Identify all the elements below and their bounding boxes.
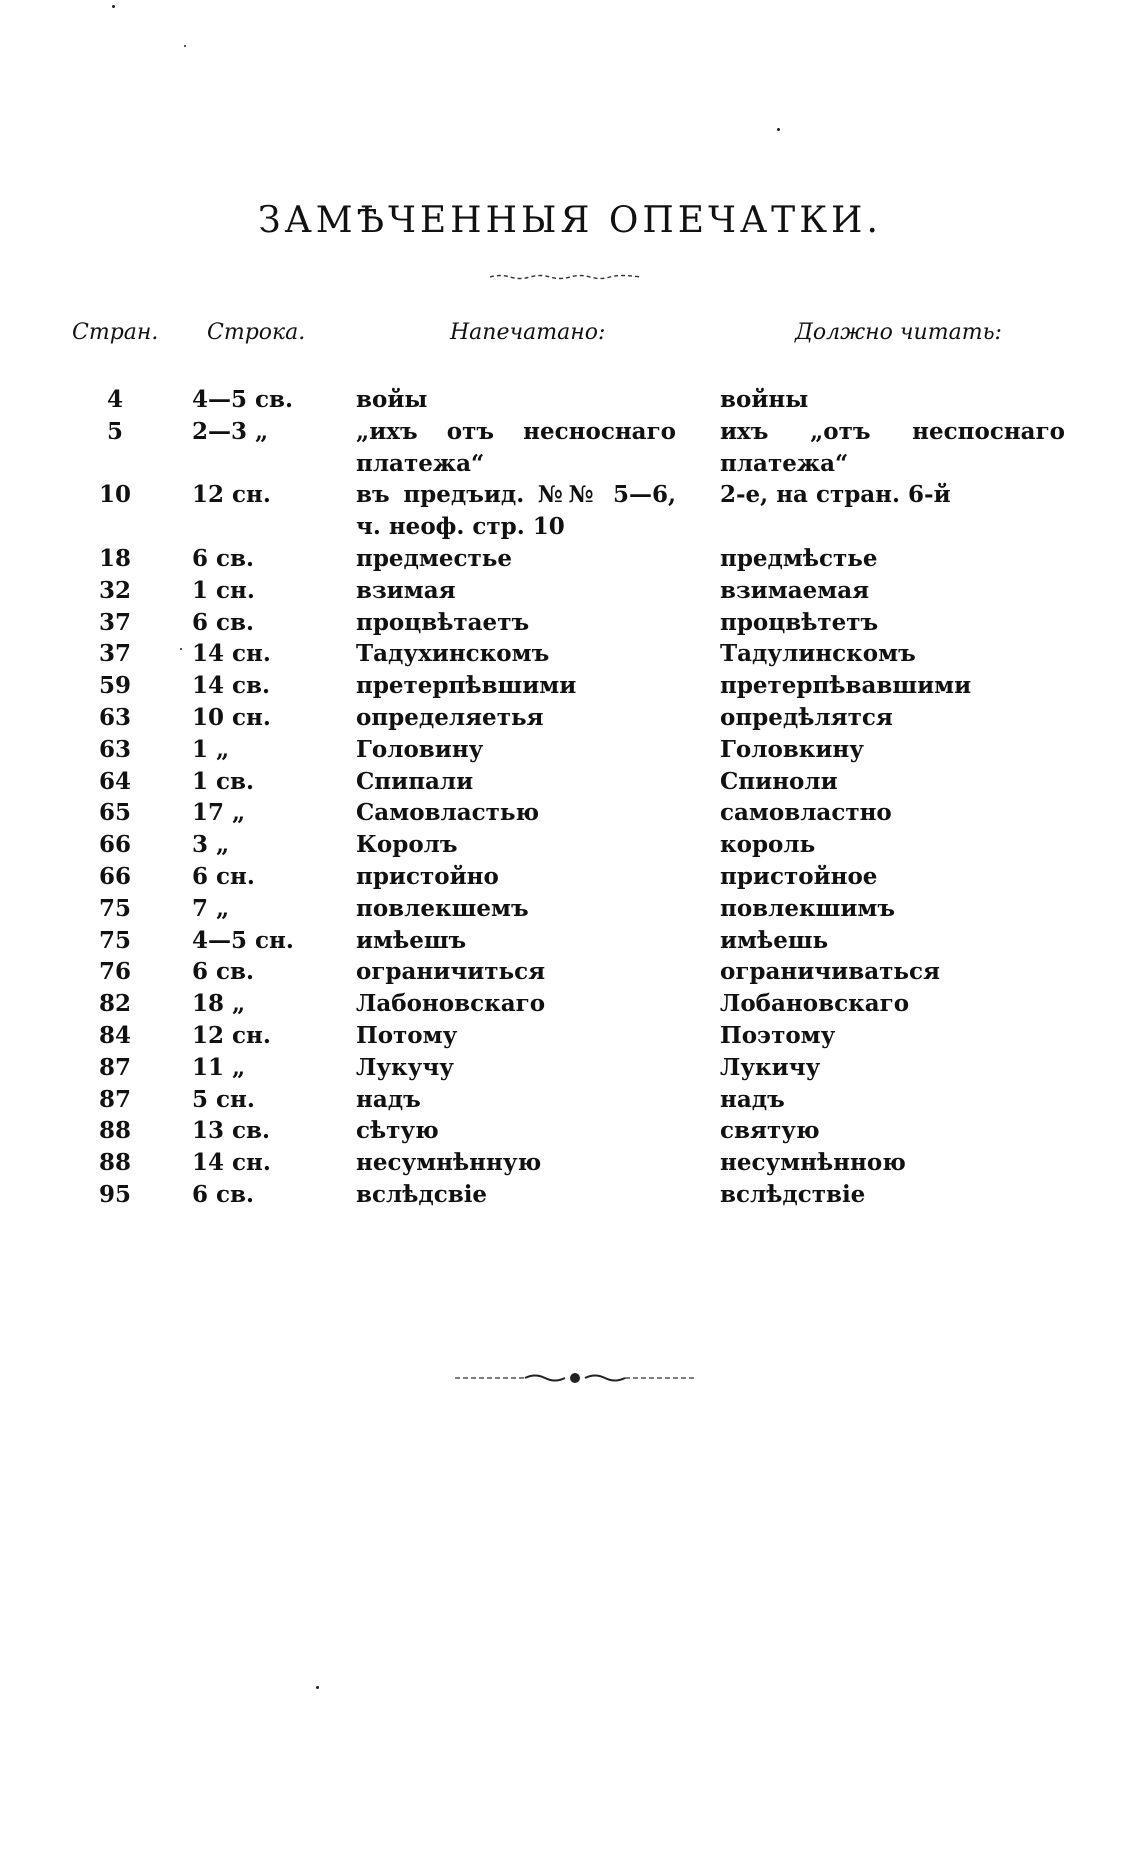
row-should-read: предмѣстье [720, 544, 878, 572]
row-should-read: Лукичу [720, 1053, 821, 1081]
row-printed: претерпѣвшими [356, 672, 577, 700]
row-line: 6 св. [192, 1180, 255, 1208]
table-header [0, 320, 1140, 354]
row-should-read: надъ [720, 1085, 785, 1113]
row-line: 11 „ [192, 1053, 246, 1081]
row-printed: пристойно [356, 862, 499, 890]
row-should-read: опредѣлятся [720, 703, 893, 731]
row-page: 37 [98, 608, 131, 636]
row-should-read: ихъ „отъ неспоснаго платежа“ [720, 417, 1065, 477]
row-printed: Тадухинскомъ [356, 640, 550, 668]
table-row [0, 607, 1140, 639]
row-line: 6 сн. [192, 862, 255, 890]
row-page: 88 [98, 1117, 131, 1145]
table-row [0, 638, 1140, 670]
row-line: 6 св. [192, 544, 255, 572]
row-page: 63 [98, 703, 131, 731]
table-row [0, 1179, 1140, 1211]
row-page: 10 [98, 481, 131, 509]
row-page: 75 [98, 894, 131, 922]
table-row [0, 1020, 1140, 1052]
table-row [0, 575, 1140, 607]
row-printed: повлекшемъ [356, 894, 529, 922]
row-line: 14 св. [192, 672, 271, 700]
table-row [0, 766, 1140, 798]
row-page: 87 [98, 1053, 131, 1081]
row-line: 3 „ [192, 831, 230, 859]
row-printed: войы [356, 386, 428, 413]
row-page: 66 [98, 862, 131, 890]
row-printed: сѣтую [356, 1117, 439, 1145]
row-printed: „ихъ отъ несноснаго платежа“ [356, 417, 676, 477]
table-row [0, 956, 1140, 988]
table-row [0, 734, 1140, 766]
row-printed: въ предъид. №№ 5—6, ч. неоф. стр. 10 [356, 481, 676, 541]
table-row [0, 893, 1140, 925]
row-page: 64 [98, 767, 131, 795]
row-should-read: самовластно [720, 799, 892, 827]
row-should-read: Головкину [720, 735, 864, 763]
row-should-read: несумнѣнною [720, 1149, 906, 1177]
row-printed: Головину [356, 735, 484, 763]
row-line: 14 сн. [192, 640, 271, 668]
ornament-divider-icon [490, 272, 640, 282]
speck-mark [184, 45, 186, 47]
table-row [0, 797, 1140, 829]
row-page: 95 [98, 1180, 131, 1208]
row-page: 76 [98, 958, 131, 986]
row-line: 12 сн. [192, 1021, 271, 1049]
row-printed: определяетья [356, 703, 544, 731]
table-row [0, 670, 1140, 702]
speck-mark [777, 128, 780, 131]
table-row [0, 416, 1140, 480]
row-printed: ограничиться [356, 958, 546, 986]
row-should-read: король [720, 831, 816, 859]
row-printed: вслѣдсвіе [356, 1180, 488, 1208]
row-printed: имѣешъ [356, 926, 467, 954]
row-printed: Потому [356, 1021, 458, 1049]
row-should-read: повлекшимъ [720, 894, 896, 922]
row-page: 37 [98, 640, 131, 668]
errata-table [0, 384, 1140, 1211]
row-printed: процвѣтаетъ [356, 608, 530, 636]
row-should-read: претерпѣвавшими [720, 672, 972, 700]
speck-mark [316, 1686, 319, 1689]
row-printed: несумнѣнную [356, 1149, 542, 1177]
row-line: 4—5 сн. [192, 926, 294, 954]
row-should-read: процвѣтетъ [720, 608, 879, 636]
row-line: 14 сн. [192, 1149, 271, 1177]
row-printed: Самовластью [356, 799, 540, 827]
row-page: 63 [98, 735, 131, 763]
row-should-read: войны [720, 386, 809, 413]
row-line: 6 св. [192, 958, 255, 986]
row-printed: Королъ [356, 831, 458, 859]
row-printed: Спипали [356, 767, 474, 795]
row-page: 88 [98, 1149, 131, 1177]
table-row [0, 702, 1140, 734]
table-row [0, 988, 1140, 1020]
row-line: 13 св. [192, 1117, 271, 1145]
row-printed: Лабоновскаго [356, 990, 546, 1018]
row-should-read: пристойное [720, 862, 878, 890]
row-page: 18 [98, 544, 131, 572]
row-page: 32 [98, 576, 131, 604]
row-line: 1 „ [192, 735, 230, 763]
table-row [0, 1052, 1140, 1084]
row-page: 87 [98, 1085, 131, 1113]
table-row [0, 1147, 1140, 1179]
row-page: 75 [98, 926, 131, 954]
row-should-read: Тадулинскомъ [720, 640, 916, 668]
row-should-read: имѣешь [720, 926, 829, 954]
row-should-read: Лобановскаго [720, 990, 910, 1018]
row-line: 4—5 св. [192, 386, 294, 413]
row-line: 10 сн. [192, 703, 271, 731]
table-row [0, 829, 1140, 861]
row-line: 6 св. [192, 608, 255, 636]
row-should-read: ограничиваться [720, 958, 940, 986]
header-page: Стран. [72, 320, 159, 345]
row-line: 2—3 „ [192, 417, 269, 445]
row-printed: Лукучу [356, 1053, 454, 1081]
table-row [0, 925, 1140, 957]
row-printed: предместье [356, 544, 512, 572]
row-line: 7 „ [192, 894, 230, 922]
header-printed: Напечатано: [450, 320, 606, 345]
row-should-read: Спиноли [720, 767, 838, 795]
row-should-read: святую [720, 1117, 820, 1145]
header-should-read: Должно читать: [795, 320, 1002, 345]
table-row [0, 384, 1140, 416]
table-row [0, 543, 1140, 575]
table-row [0, 1084, 1140, 1116]
row-should-read: Поэтому [720, 1021, 836, 1049]
row-line: 17 „ [192, 799, 246, 827]
page-title: ЗАМѢЧЕННЫЯ ОПЕЧАТКИ. [258, 200, 882, 241]
row-should-read: 2-е, на стран. 6-й [720, 481, 951, 509]
speck-mark [112, 5, 115, 8]
row-line: 12 сн. [192, 481, 271, 509]
table-row [0, 861, 1140, 893]
row-page: 84 [98, 1021, 131, 1049]
ornament-flourish-icon [455, 1370, 695, 1386]
row-page: 4 [106, 386, 123, 413]
table-row [0, 479, 1140, 543]
row-line: 18 „ [192, 990, 246, 1018]
row-printed: взимая [356, 576, 456, 604]
row-page: 65 [98, 799, 131, 827]
row-should-read: взимаемая [720, 576, 870, 604]
table-row [0, 1115, 1140, 1147]
row-line: 5 сн. [192, 1085, 255, 1113]
header-line: Строка. [207, 320, 306, 345]
row-line: 1 св. [192, 767, 255, 795]
row-page: 5 [106, 417, 123, 445]
row-page: 66 [98, 831, 131, 859]
row-printed: надъ [356, 1085, 421, 1113]
row-line: 1 сн. [192, 576, 255, 604]
row-should-read: вслѣдствіе [720, 1180, 866, 1208]
row-page: 59 [98, 672, 131, 700]
row-page: 82 [98, 990, 131, 1018]
